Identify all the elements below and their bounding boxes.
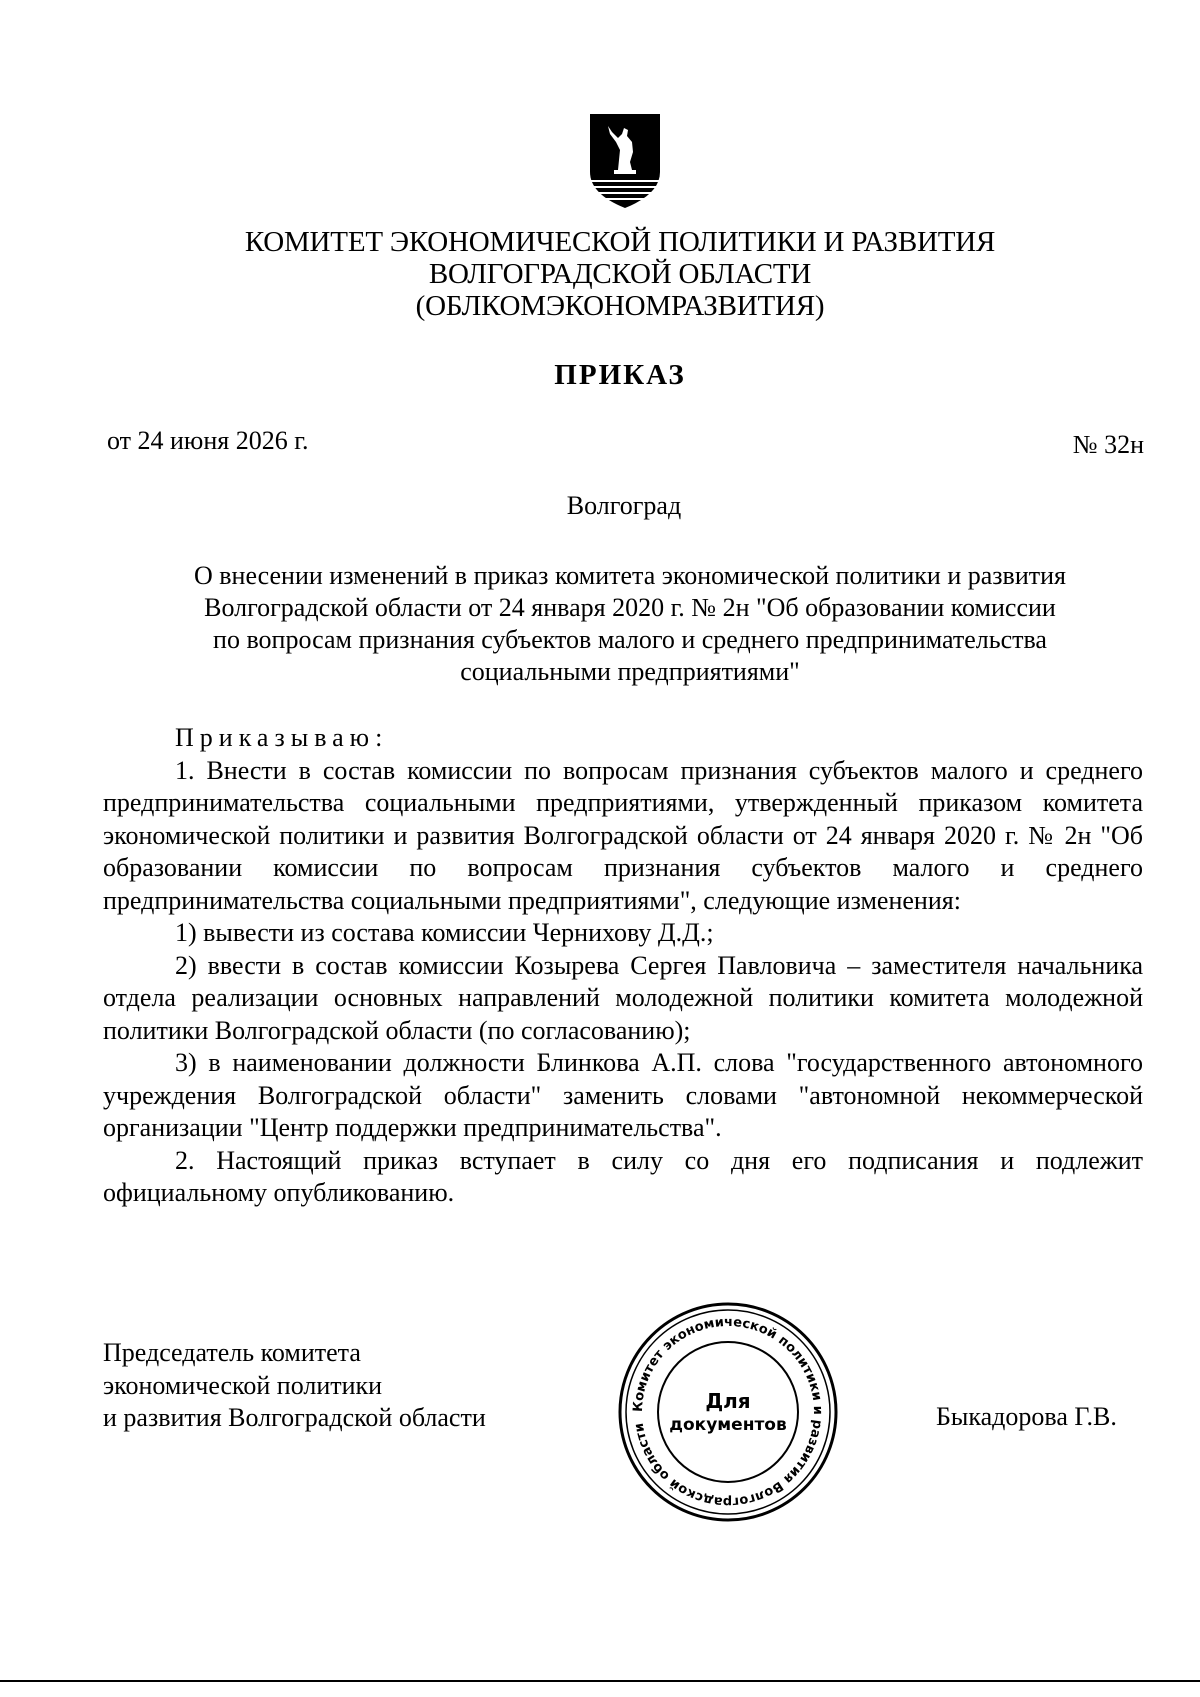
signer-name: Быкадорова Г.В. <box>936 1402 1117 1431</box>
document-city: Волгоград <box>566 491 682 520</box>
subject-line-1: О внесении изменений в приказ комитета экономической политики и развития <box>194 561 1066 590</box>
item-2-paragraph: 2. Настоящий приказ вступает в силу со дня его подписания и подлежит официальному опубликованию. <box>103 1145 1143 1207</box>
page-bottom-rule <box>0 1680 1200 1682</box>
subject-line-3: по вопросам признания субъектов малого и среднего предпринимательства <box>213 625 1047 654</box>
organization-line-1: КОМИТЕТ ЭКОНОМИЧЕСКОЙ ПОЛИТИКИ И РАЗВИТИЯ <box>244 226 996 258</box>
signer-position-line-2: экономической политики <box>103 1370 383 1400</box>
sub-item-1-paragraph: 1) вывести из состава комиссии Чернихову Д.Д.; <box>175 918 714 947</box>
sub-item-3-paragraph: 3) в наименовании должности Блинкова А.П. слова "государственного автономного учреждения Волгоградской области" заменить словами "автономной некоммерческой организации "Центр поддержки предпринимательства". <box>103 1048 1143 1142</box>
document-date: от 24 июня 2026 г. <box>107 426 309 455</box>
document-type-title: ПРИКАЗ <box>554 359 686 391</box>
signer-position-line-1: Председатель комитета <box>103 1338 361 1367</box>
document-subject <box>120 560 1140 688</box>
signer-position-line-3: и развития Волгоградской области <box>103 1403 486 1432</box>
subject-line-4: социальными предприятиями" <box>460 657 800 686</box>
stamp-center-line-1: Для <box>705 1389 751 1413</box>
stamp-center-line-2: документов <box>669 1415 787 1435</box>
sub-item-2-paragraph: 2) ввести в состав комиссии Козырева Сергея Павловича – заместителя начальника отдела реализации основных направлений молодежной политики комитета молодежной политики Волгоградской области (по согласованию); <box>103 950 1143 1045</box>
order-word: Приказываю: <box>175 723 389 752</box>
signer-position <box>103 1337 486 1435</box>
document-body <box>103 722 1143 1210</box>
organization-header <box>200 226 1040 322</box>
organization-line-3: (ОБЛКОМЭКОНОМРАЗВИТИЯ) <box>415 290 825 322</box>
document-number: № 32н <box>1072 430 1144 459</box>
volgograd-emblem-icon <box>588 112 662 210</box>
official-stamp <box>614 1298 842 1526</box>
organization-line-2: ВОЛГОГРАДСКОЙ ОБЛАСТИ <box>428 258 812 290</box>
stamp-ring-text: Комитет экономической политики и развития Волгоградской области <box>630 1314 826 1510</box>
subject-line-2: Волгоградской области от 24 января 2020 г. № 2н "Об образовании комиссии <box>204 593 1056 622</box>
item-1-paragraph: 1. Внести в состав комиссии по вопросам признания субъектов малого и среднего предпринимательства социальными предприятиями, утвержденный приказом комитета экономической политики и развития Волгоградской области от 24 января 2020 г. № 2н "Об образовании комиссии по вопросам признания субъектов малого и среднего предпринимательства социальными предприятиями", следующие изменения: <box>103 755 1143 915</box>
